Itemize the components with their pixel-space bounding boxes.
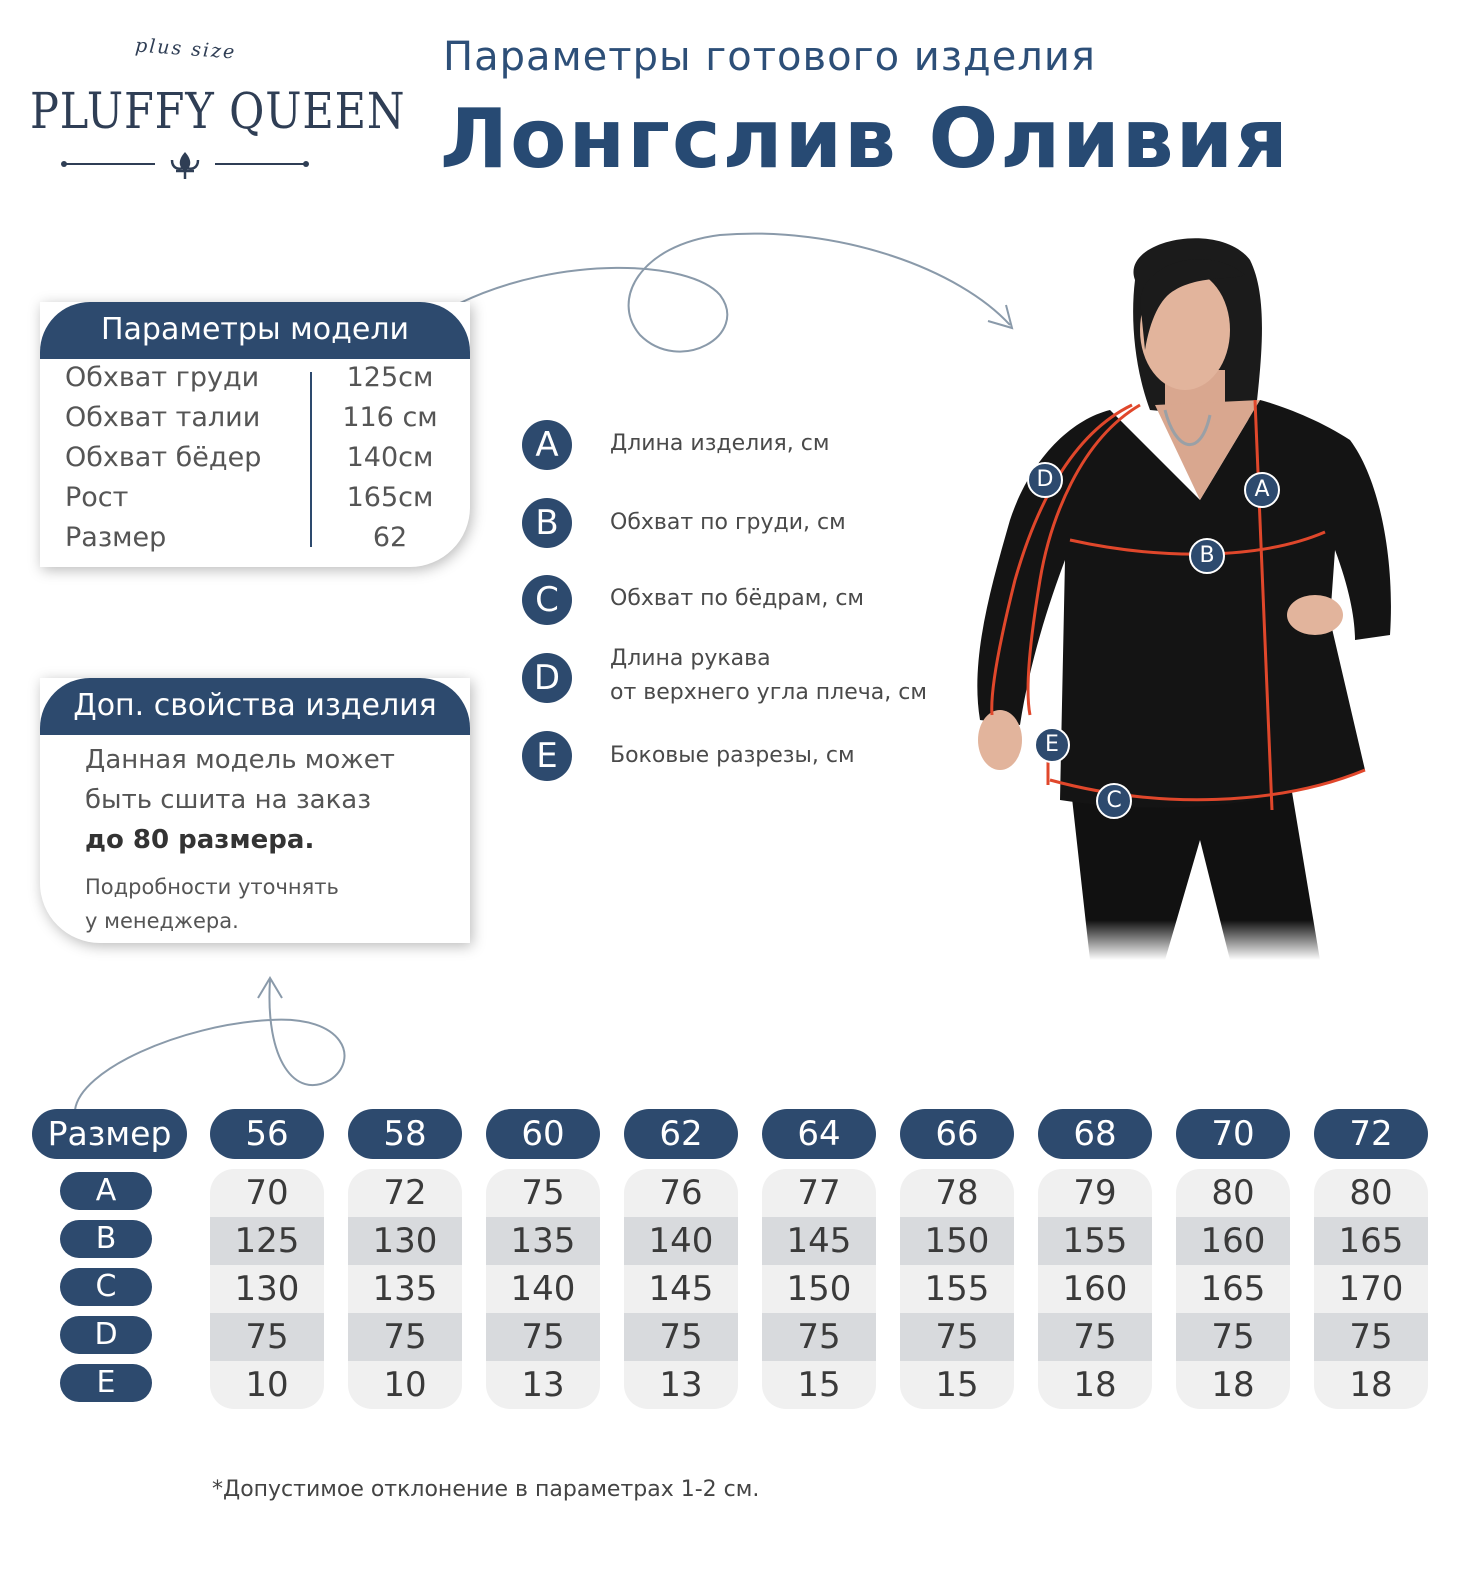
legend-text-b: Обхват по груди, см <box>610 510 846 535</box>
model-photo <box>960 220 1410 980</box>
table-cell: 15 <box>797 1365 841 1405</box>
table-cell: 10 <box>383 1365 427 1405</box>
table-cell: 140 <box>510 1269 576 1309</box>
size-column <box>762 1169 876 1409</box>
size-column <box>1176 1169 1290 1409</box>
table-cell: 155 <box>1038 1217 1152 1265</box>
table-cell: 76 <box>659 1173 703 1213</box>
legend-text-d-line1: Длина рукава <box>610 646 771 671</box>
table-cell: 165 <box>1314 1217 1428 1265</box>
table-cell: 13 <box>521 1365 565 1405</box>
param-label: Рост <box>65 482 129 513</box>
extra-properties-card <box>40 678 470 943</box>
size-header-58: 58 <box>348 1109 462 1159</box>
size-header-56: 56 <box>210 1109 324 1159</box>
table-cell: 75 <box>486 1313 600 1361</box>
table-cell: 18 <box>1073 1365 1117 1405</box>
param-value: 165см <box>346 482 434 513</box>
table-cell: 75 <box>900 1313 1014 1361</box>
table-cell: 75 <box>1176 1313 1290 1361</box>
table-cell: 145 <box>762 1217 876 1265</box>
size-column <box>348 1169 462 1409</box>
decorative-arrow-top <box>440 225 1040 375</box>
table-cell: 75 <box>624 1313 738 1361</box>
size-header-60: 60 <box>486 1109 600 1159</box>
param-row <box>65 402 445 442</box>
table-cell: 75 <box>521 1173 565 1213</box>
table-cell: 78 <box>935 1173 979 1213</box>
param-row <box>65 362 445 402</box>
param-value: 125см <box>346 362 434 393</box>
table-cell: 165 <box>1200 1269 1266 1309</box>
table-cell: 130 <box>234 1269 300 1309</box>
model-params-card <box>40 302 470 567</box>
param-value: 62 <box>372 522 408 553</box>
legend-text-e: Боковые разрезы, см <box>610 743 855 768</box>
figure-marker-b: B <box>1189 538 1225 574</box>
size-header-label: Размер <box>32 1109 187 1159</box>
table-cell: 125 <box>210 1217 324 1265</box>
table-cell: 150 <box>786 1269 852 1309</box>
extra-properties-heading: Доп. свойства изделия <box>40 678 470 735</box>
figure-marker-a: A <box>1244 472 1280 508</box>
param-row <box>65 482 445 522</box>
table-cell: 75 <box>762 1313 876 1361</box>
table-cell: 170 <box>1338 1269 1404 1309</box>
fleur-de-lis-ornament-icon <box>60 152 310 180</box>
legend-marker-c: C <box>522 575 572 625</box>
size-column <box>900 1169 1014 1409</box>
size-column <box>624 1169 738 1409</box>
param-label: Размер <box>65 522 167 553</box>
param-label: Обхват бёдер <box>65 442 262 473</box>
table-cell: 160 <box>1176 1217 1290 1265</box>
table-cell: 160 <box>1062 1269 1128 1309</box>
table-cell: 80 <box>1211 1173 1255 1213</box>
table-cell: 79 <box>1073 1173 1117 1213</box>
extra-line: быть сшита на заказ <box>85 785 372 815</box>
legend-marker-e: E <box>522 731 572 781</box>
size-header-70: 70 <box>1176 1109 1290 1159</box>
table-cell: 135 <box>372 1269 438 1309</box>
extra-description <box>85 740 455 860</box>
table-cell: 15 <box>935 1365 979 1405</box>
table-cell: 140 <box>624 1217 738 1265</box>
table-cell: 18 <box>1349 1365 1393 1405</box>
extra-line: Данная модель может <box>85 745 395 775</box>
page-subtitle: Параметры готового изделия <box>443 34 1096 80</box>
table-cell: 72 <box>383 1173 427 1213</box>
page-title: Лонгслив Оливия <box>440 92 1290 187</box>
param-row <box>65 442 445 482</box>
logo-tagline: plus size <box>134 34 238 64</box>
size-header-68: 68 <box>1038 1109 1152 1159</box>
table-cell: 155 <box>924 1269 990 1309</box>
param-label: Обхват талии <box>65 402 261 433</box>
model-params-heading: Параметры модели <box>40 302 470 359</box>
param-divider <box>310 372 312 547</box>
note-line: Подробности уточнять <box>85 875 339 899</box>
legend-marker-a: A <box>522 420 572 470</box>
decorative-arrow-bottom <box>60 970 370 1120</box>
table-cell: 77 <box>797 1173 841 1213</box>
table-cell: 150 <box>900 1217 1014 1265</box>
row-label-b: B <box>60 1220 152 1258</box>
legend-text-a: Длина изделия, см <box>610 431 830 456</box>
param-value: 116 см <box>342 402 438 433</box>
row-label-a: A <box>60 1172 152 1210</box>
legend-text-d <box>610 642 927 710</box>
figure-marker-e: E <box>1034 727 1070 763</box>
row-label-e: E <box>60 1364 152 1402</box>
table-cell: 75 <box>348 1313 462 1361</box>
table-cell: 75 <box>210 1313 324 1361</box>
legend-marker-d: D <box>522 653 572 703</box>
table-cell: 80 <box>1349 1173 1393 1213</box>
size-column <box>210 1169 324 1409</box>
legend-marker-b: B <box>522 498 572 548</box>
table-cell: 145 <box>648 1269 714 1309</box>
table-cell: 135 <box>486 1217 600 1265</box>
brand-logo: PLUFFY QUEEN <box>30 82 406 140</box>
extra-line-bold: до 80 размера. <box>85 825 315 855</box>
table-cell: 18 <box>1211 1365 1255 1405</box>
size-header-66: 66 <box>900 1109 1014 1159</box>
table-cell: 10 <box>245 1365 289 1405</box>
param-row <box>65 522 445 562</box>
figure-marker-c: C <box>1096 783 1132 819</box>
extra-note <box>85 870 455 938</box>
size-header-72: 72 <box>1314 1109 1428 1159</box>
row-label-c: C <box>60 1268 152 1306</box>
table-cell: 75 <box>1314 1313 1428 1361</box>
figure-marker-d: D <box>1027 462 1063 498</box>
size-column <box>1038 1169 1152 1409</box>
size-header-62: 62 <box>624 1109 738 1159</box>
legend-text-c: Обхват по бёдрам, см <box>610 586 865 611</box>
legend-text-d-line2: от верхнего угла плеча, см <box>610 680 927 705</box>
size-column <box>486 1169 600 1409</box>
param-label: Обхват груди <box>65 362 260 393</box>
row-label-d: D <box>60 1316 152 1354</box>
size-column <box>1314 1169 1428 1409</box>
table-cell: 70 <box>245 1173 289 1213</box>
param-value: 140см <box>346 442 434 473</box>
footnote: *Допустимое отклонение в параметрах 1-2 см. <box>212 1477 760 1502</box>
size-header-64: 64 <box>762 1109 876 1159</box>
table-cell: 13 <box>659 1365 703 1405</box>
note-line: у менеджера. <box>85 909 239 933</box>
table-cell: 75 <box>1038 1313 1152 1361</box>
table-cell: 130 <box>348 1217 462 1265</box>
